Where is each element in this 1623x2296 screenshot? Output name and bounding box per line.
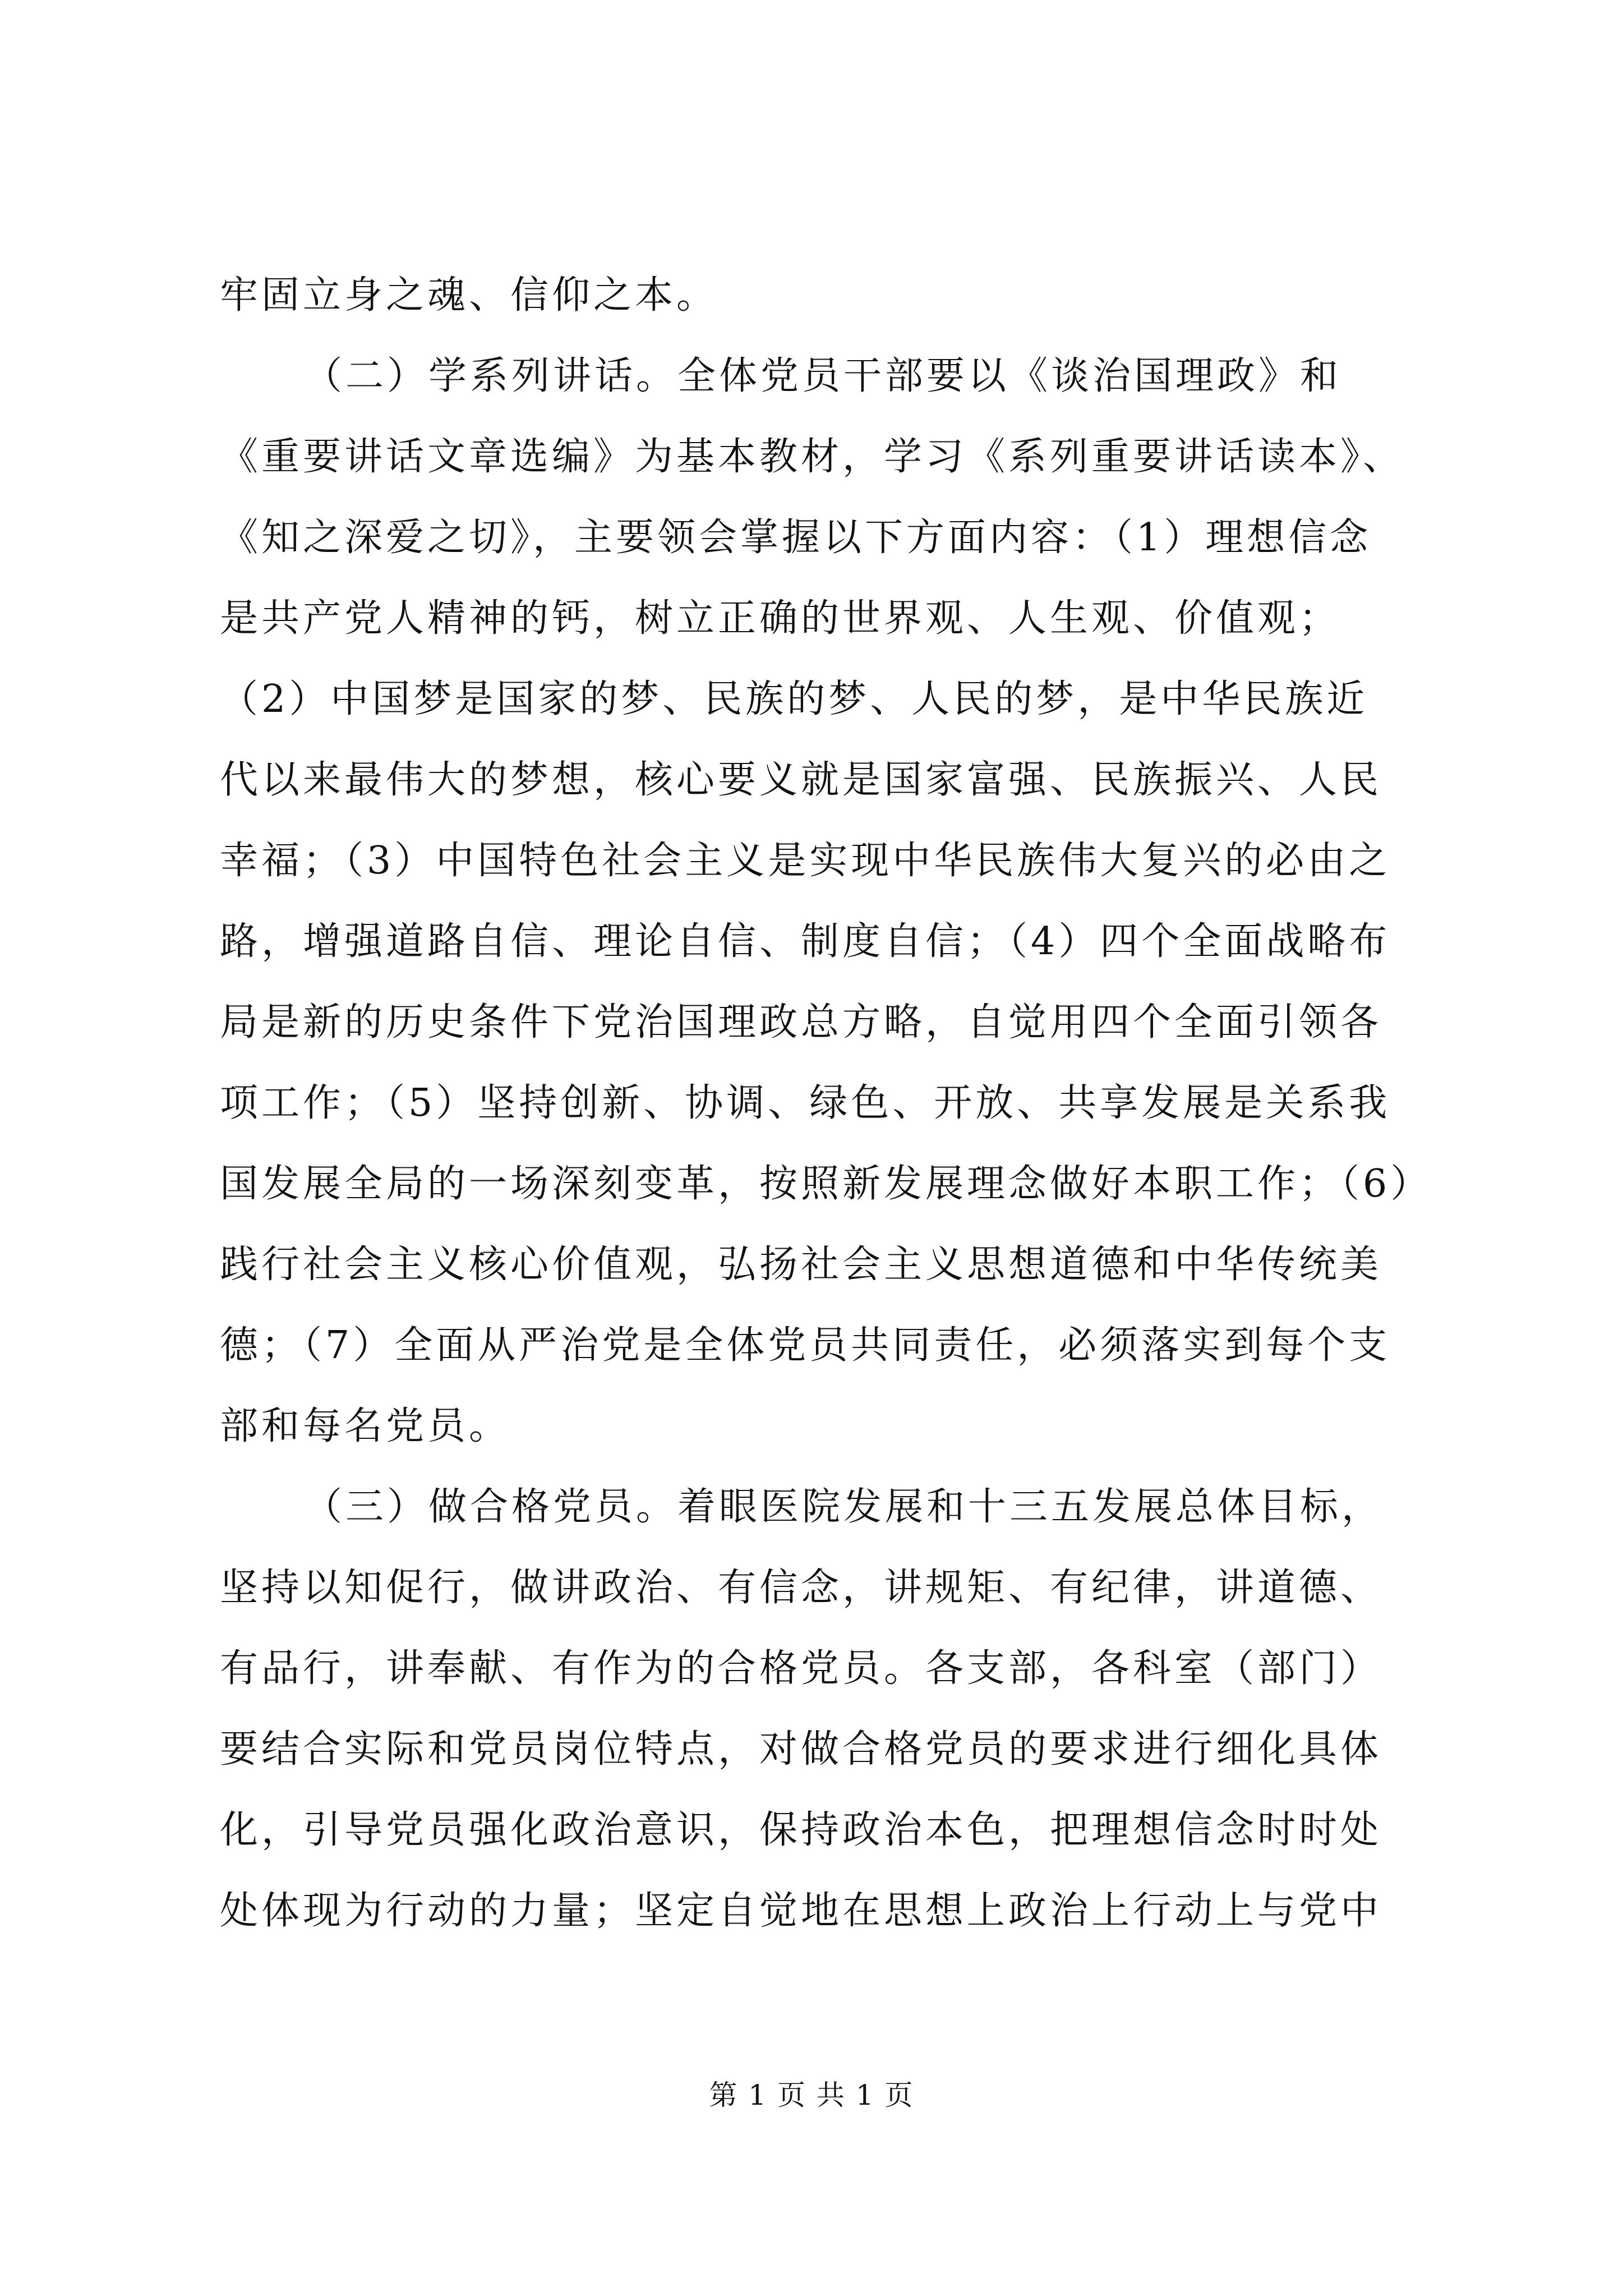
text-line: 践行社会主义核心价值观，弘扬社会主义思想道德和中华传统美 xyxy=(220,1243,1382,1287)
text-line: 幸福；（3）中国特色社会主义是实现中华民族伟大复兴的必由之 xyxy=(220,839,1391,883)
paragraph-start-line: （二）学系列讲话。全体党员干部要以《谈治国理政》和 xyxy=(304,354,1342,398)
paragraph-start-line: （三）做合格党员。着眼医院发展和十三五发展总体目标， xyxy=(304,1485,1384,1529)
text-line: 项工作；（5）坚持创新、协调、绿色、开放、共享发展是关系我 xyxy=(220,1081,1391,1125)
text-line: 牢固立身之魂、信仰之本。 xyxy=(220,273,718,318)
text-line: 处体现为行动的力量；坚定自觉地在思想上政治上行动上与党中 xyxy=(220,1889,1382,1933)
text-line: 《重要讲话文章选编》为基本教材，学习《系列重要讲话读本》、 xyxy=(220,435,1405,479)
text-line: 化，引导党员强化政治意识，保持政治本色，把理想信念时时处 xyxy=(220,1808,1382,1852)
page-footer xyxy=(0,2076,1623,2115)
text-line: 路，增强道路自信、理论自信、制度自信；（4）四个全面战略布 xyxy=(220,919,1391,964)
text-line: 有品行，讲奉献、有作为的合格党员。各支部，各科室（部门） xyxy=(220,1646,1382,1691)
text-line: 是共产党人精神的钙，树立正确的世界观、人生观、价值观； xyxy=(220,596,1341,641)
text-line: （2）中国梦是国家的梦、民族的梦、人民的梦，是中华民族近 xyxy=(220,677,1368,721)
text-line: 部和每名党员。 xyxy=(220,1404,511,1448)
text-line: 要结合实际和党员岗位特点，对做合格党员的要求进行细化具体 xyxy=(220,1727,1382,1772)
text-line: 《知之深爱之切》，主要领会掌握以下方面内容：（1）理想信念 xyxy=(220,516,1372,560)
text-line: 代以来最伟大的梦想，核心要义就是国家富强、民族振兴、人民 xyxy=(220,758,1382,802)
text-line: 局是新的历史条件下党治国理政总方略，自觉用四个全面引领各 xyxy=(220,1000,1382,1045)
text-line: 国发展全局的一场深刻变革，按照新发展理念做好本职工作；（6） xyxy=(220,1162,1432,1206)
text-line: 德；（7）全面从严治党是全体党员共同责任，必须落实到每个支 xyxy=(220,1323,1391,1368)
document-body xyxy=(220,255,1432,1952)
text-line: 坚持以知促行，做讲政治、有信念，讲规矩、有纪律，讲道德、 xyxy=(220,1566,1382,1610)
page-number-label: 第 1 页 共 1 页 xyxy=(709,2079,914,2111)
